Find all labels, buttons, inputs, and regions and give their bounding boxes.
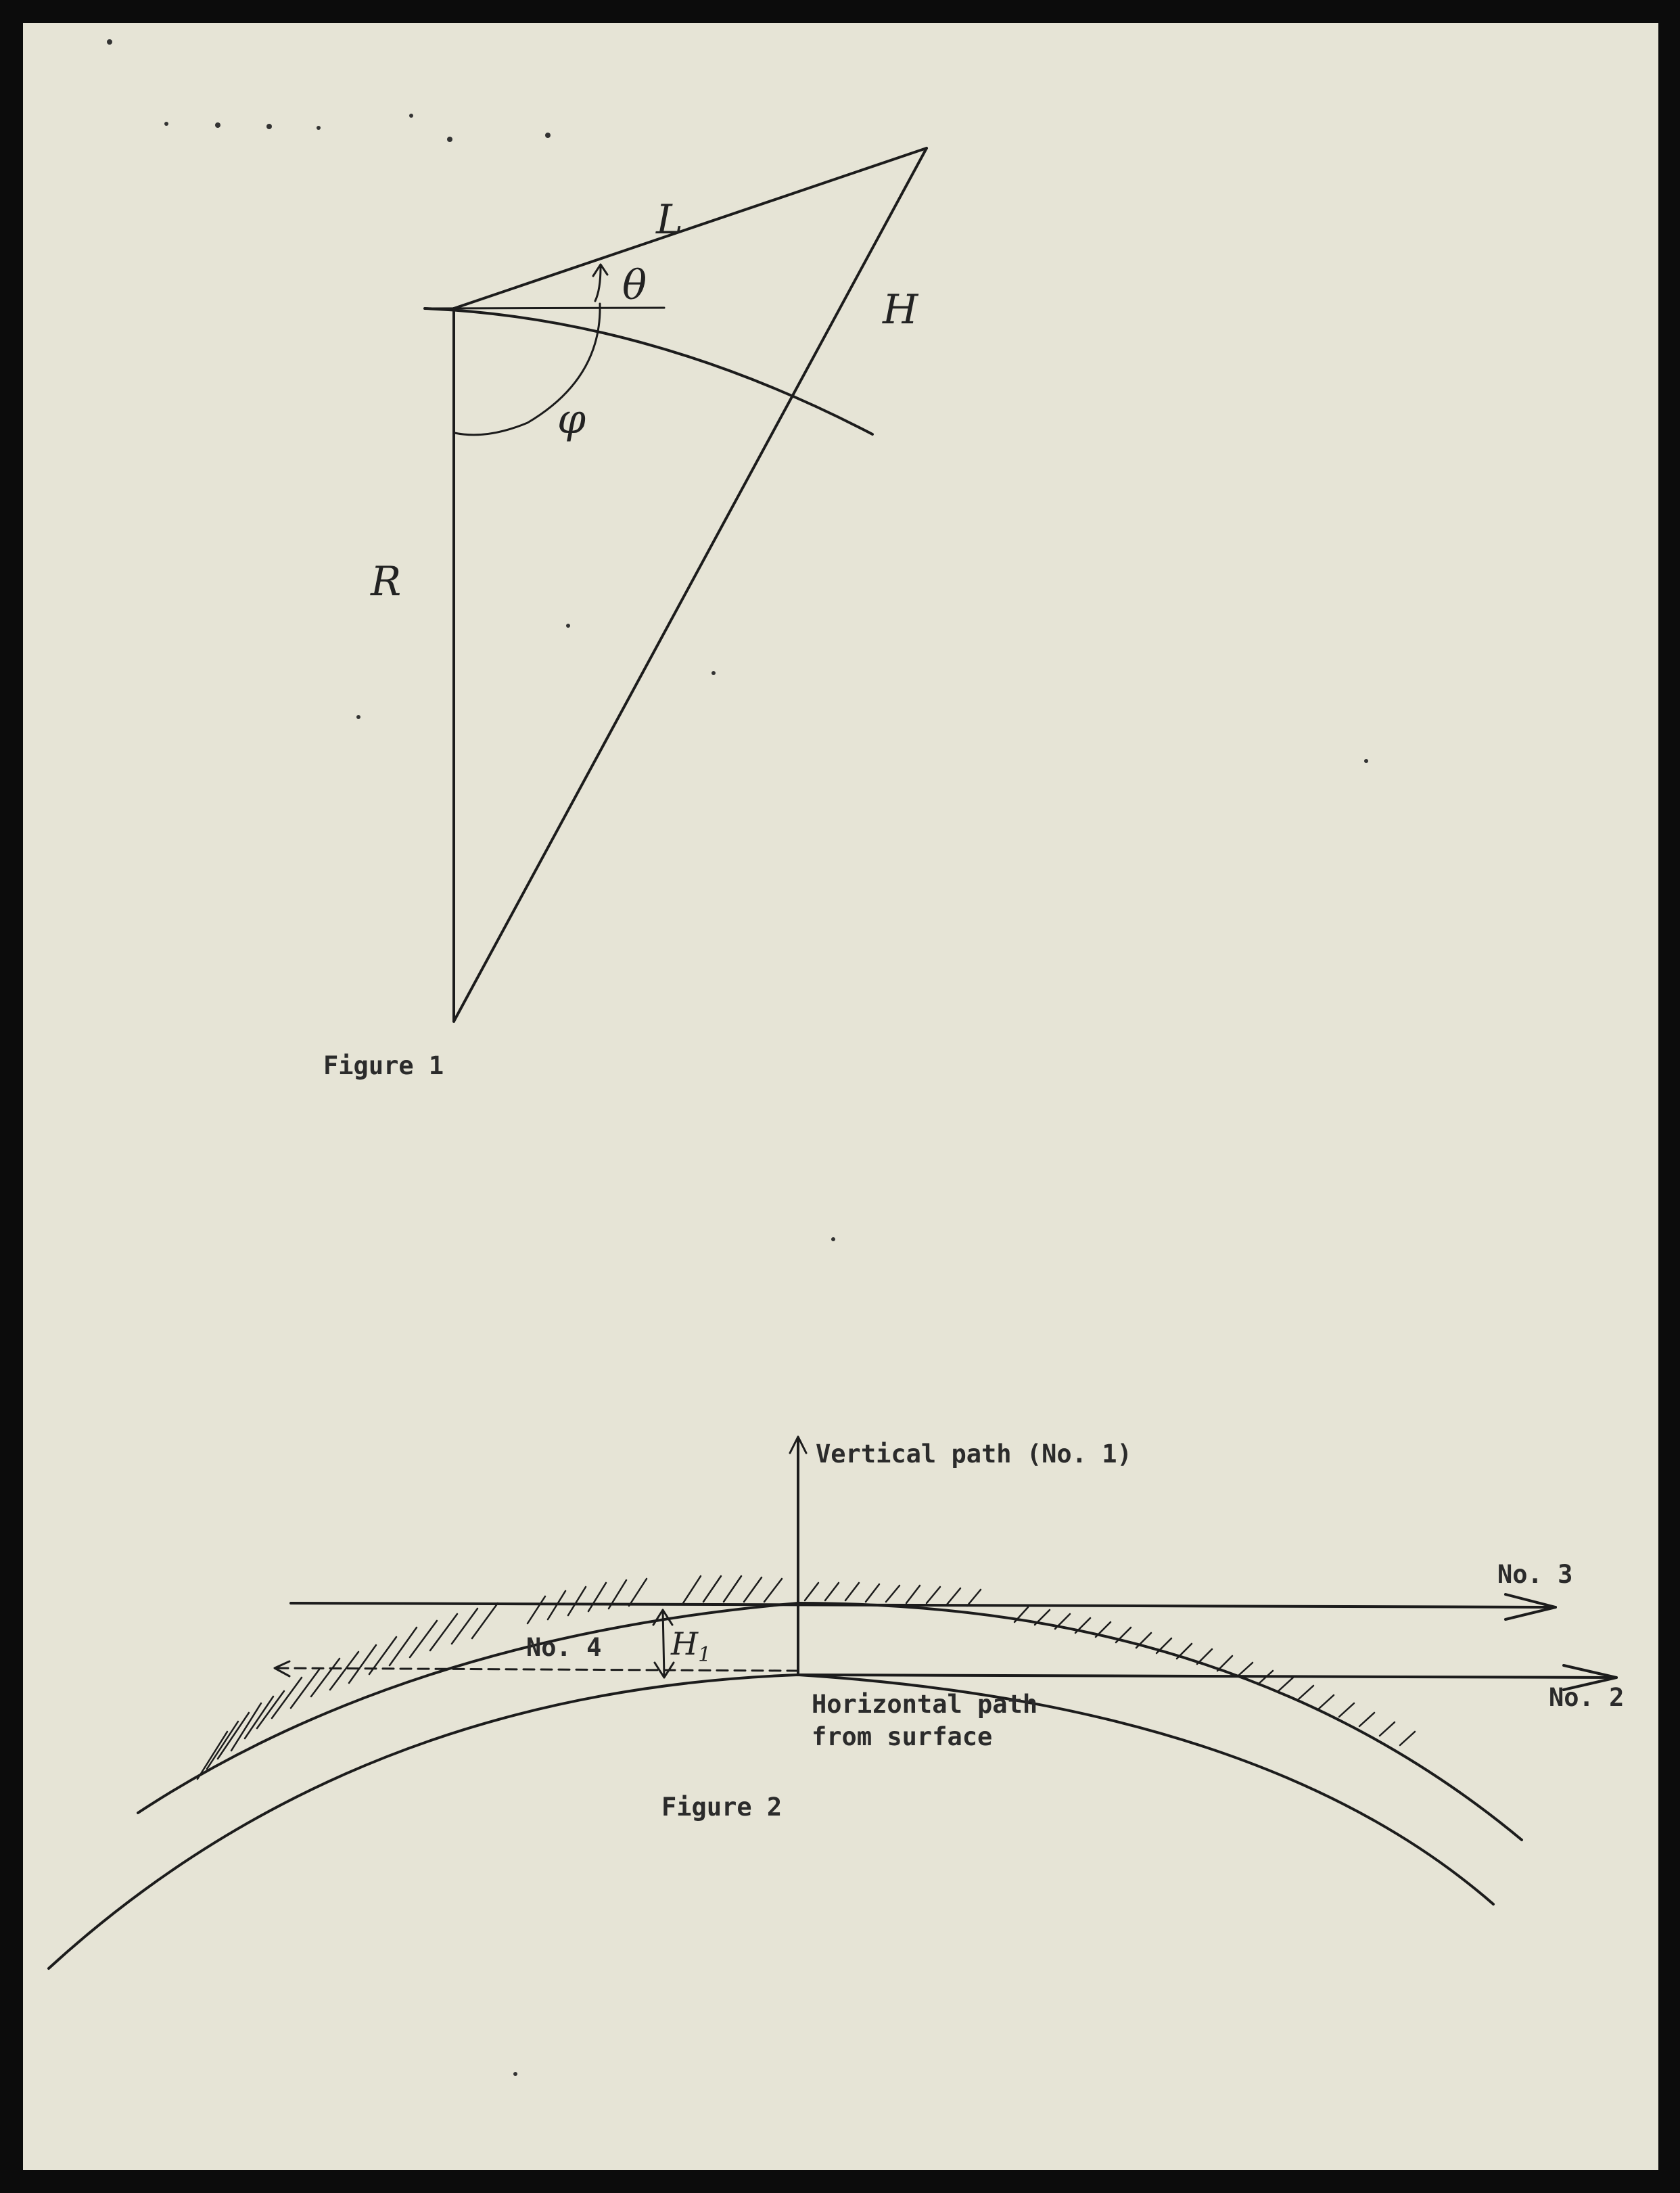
path-no-2-line [798,1675,1616,1678]
h1-label-main: H [671,1625,699,1662]
vertical-path-label: Vertical path (No. 1) [816,1439,1132,1469]
label-H: H [883,286,918,333]
path-no-3-label: No. 3 [1497,1560,1573,1589]
atmosphere-boundary-arc [138,1603,1522,1840]
horizontal-path-label-line-2: from surface [812,1722,993,1751]
figure-2-caption: Figure 2 [661,1793,783,1822]
path-no-3-line [291,1603,1556,1607]
line-H [454,148,927,1021]
earth-surface-arc-figure-2 [49,1675,1493,1968]
line-of-sight-L [454,148,927,308]
figure-1 [323,148,927,1080]
paper-specks [107,39,1368,2076]
h1-measure-line [663,1610,664,1676]
paper-sheet [23,23,1658,2170]
path-no-4-dashed-line [277,1668,798,1671]
label-phi: φ [557,396,586,443]
figure-2 [49,1437,1624,1968]
path-no-4-label: No. 4 [526,1633,602,1662]
h1-label-subscript: 1 [698,1643,711,1667]
label-R: R [371,558,402,605]
path-no-2-label: No. 2 [1549,1683,1625,1712]
diagram-canvas [23,23,1658,2170]
figure-1-caption: Figure 1 [323,1051,444,1080]
h1-label [670,1625,711,1667]
label-L: L [656,196,683,244]
label-theta: θ [622,262,647,309]
horizontal-path-label-line-1: Horizontal path [812,1690,1038,1719]
